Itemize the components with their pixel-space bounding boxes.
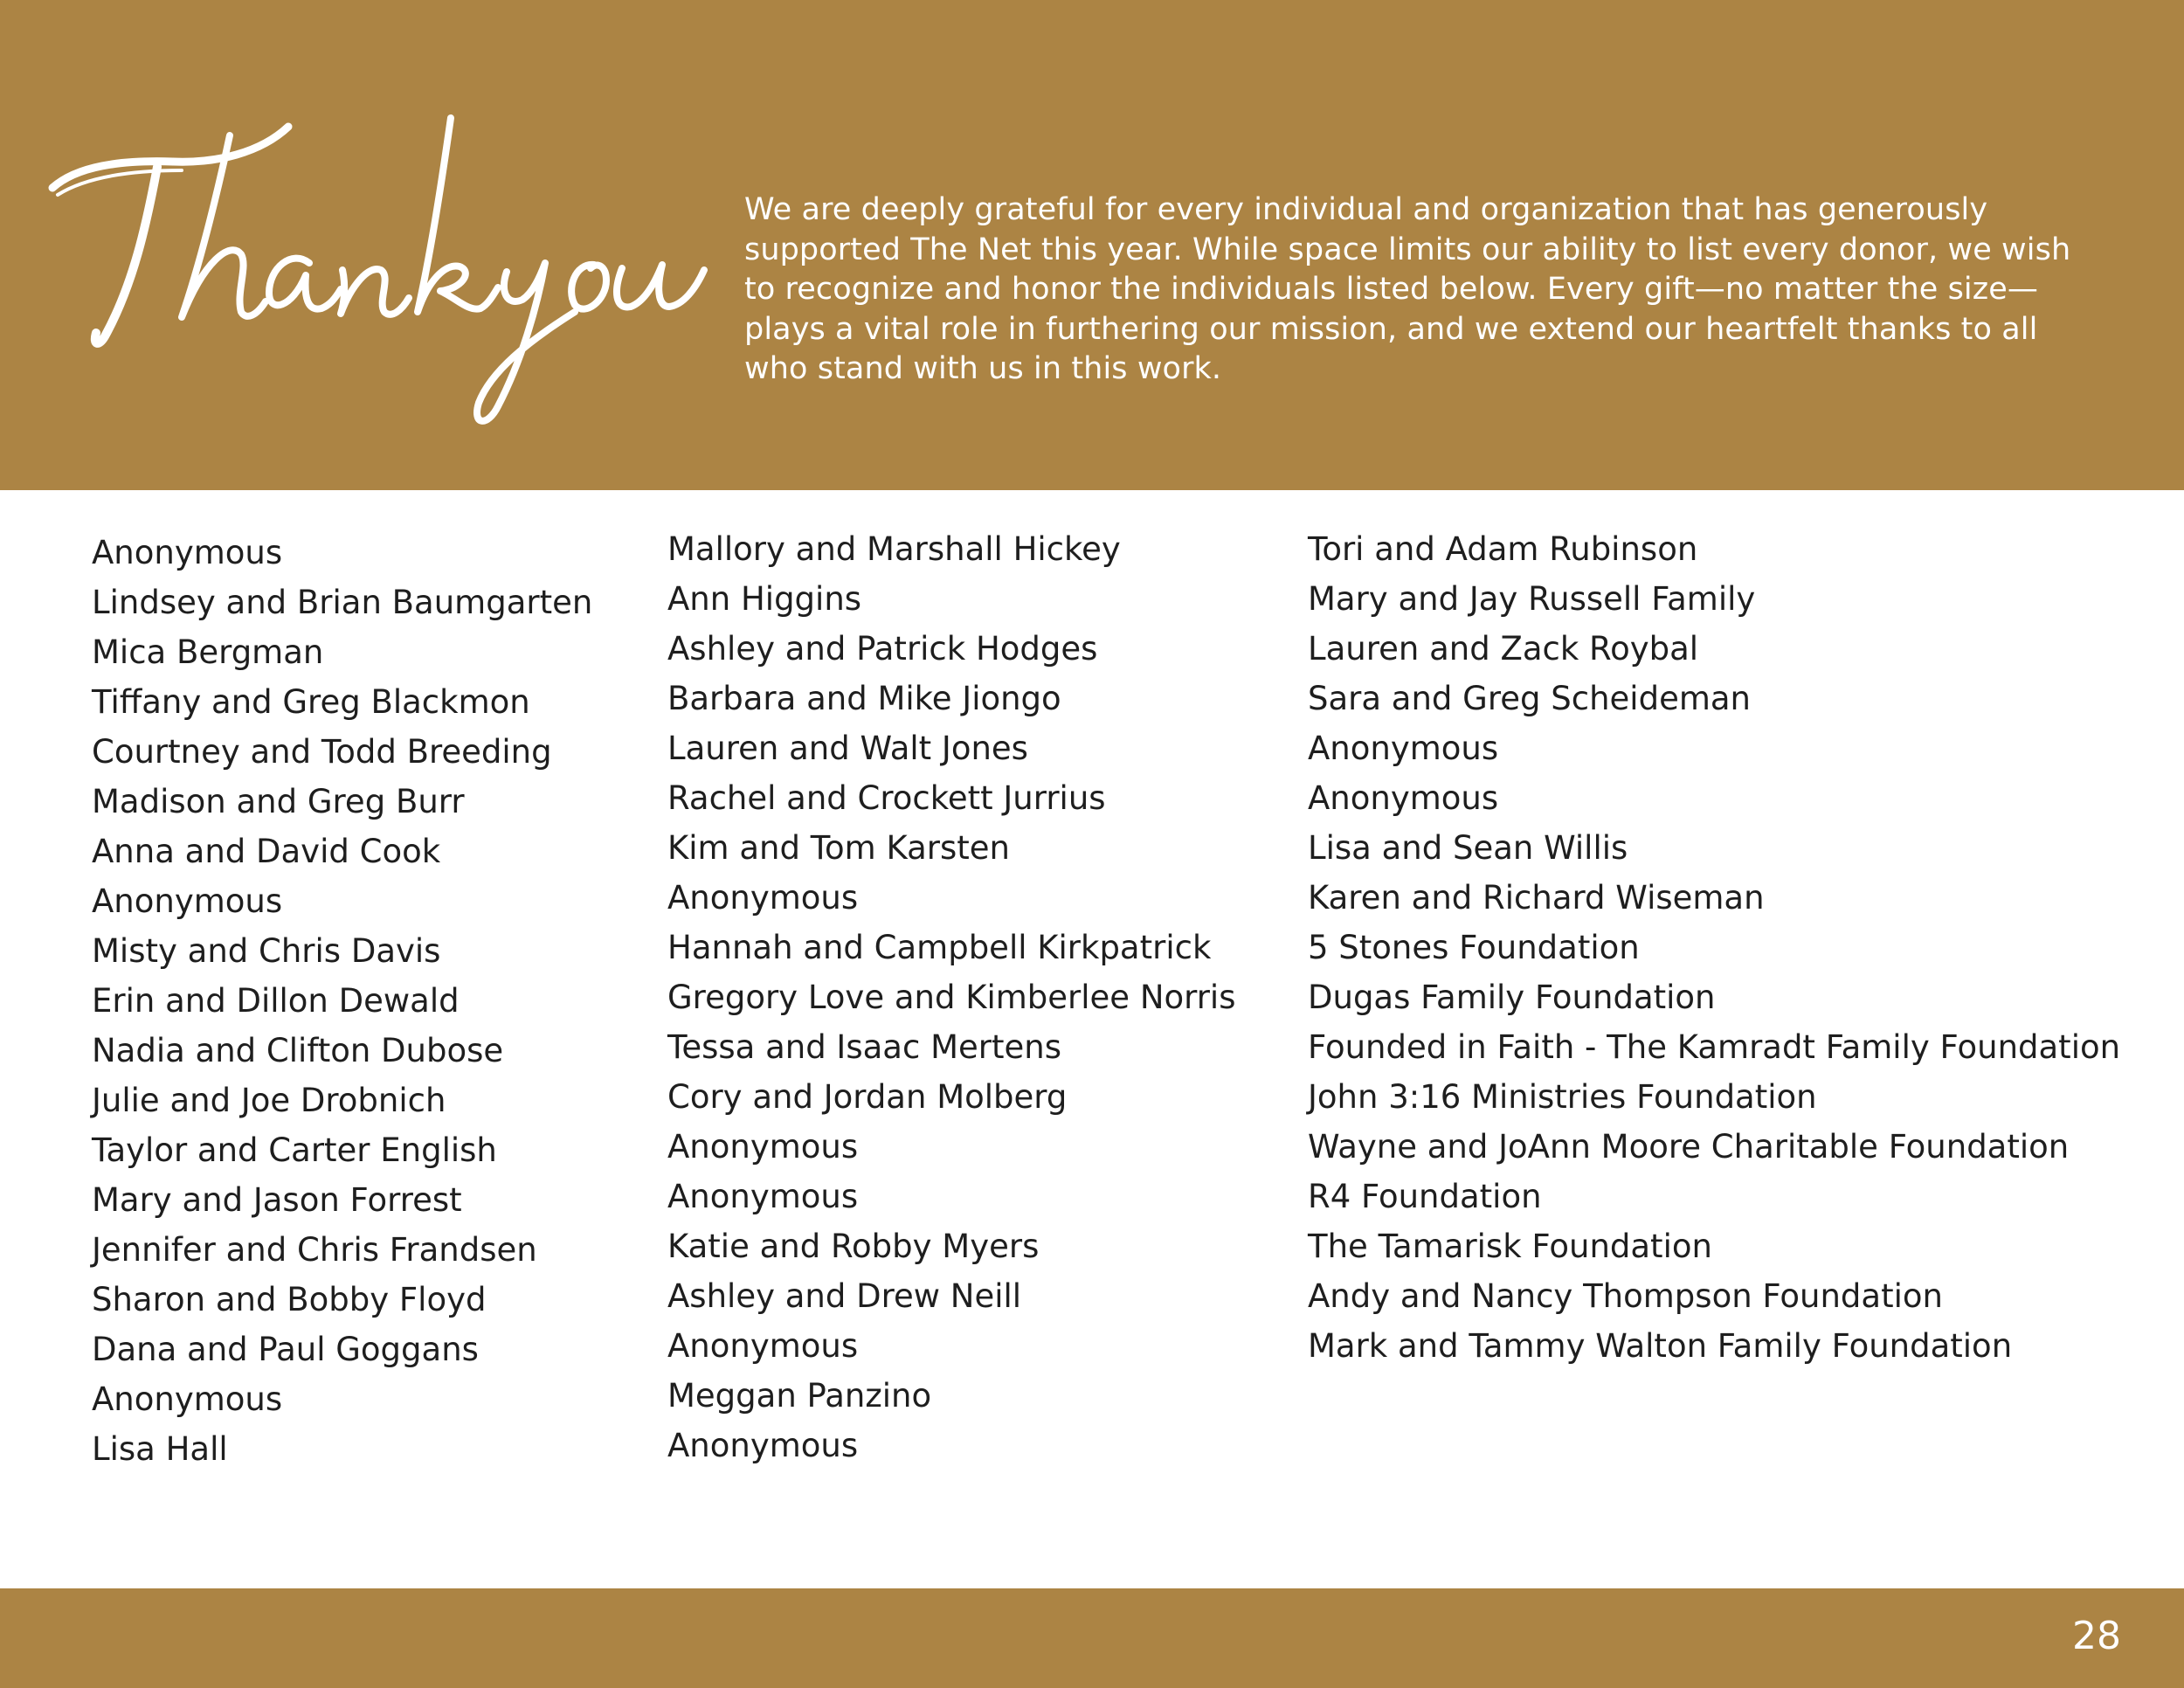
donor-name: Lauren and Zack Roybal — [1308, 630, 1699, 668]
donor-name: Meggan Panzino — [667, 1377, 932, 1415]
donor-name: Anonymous — [92, 1380, 283, 1418]
donor-name: Nadia and Clifton Dubose — [92, 1032, 504, 1069]
donor-name: Anonymous — [1308, 730, 1499, 767]
donor-name: Anonymous — [92, 882, 283, 920]
thank-you-script-title — [51, 83, 732, 432]
donor-name: Tori and Adam Rubinson — [1308, 530, 1698, 568]
donor-name: Tessa and Isaac Mertens — [667, 1028, 1061, 1066]
donor-name: Mark and Tammy Walton Family Foundation — [1308, 1327, 2013, 1365]
donor-name: Anna and David Cook — [92, 833, 441, 870]
donor-name: Cory and Jordan Molberg — [667, 1078, 1068, 1116]
donor-name: 5 Stones Foundation — [1308, 929, 1640, 966]
donor-name: Katie and Robby Myers — [667, 1228, 1040, 1265]
donor-name: Kim and Tom Karsten — [667, 829, 1010, 867]
donor-name: Mallory and Marshall Hickey — [667, 530, 1121, 568]
donor-name: Jennifer and Chris Frandsen — [92, 1231, 537, 1269]
page-number: 28 — [2072, 1614, 2121, 1658]
donor-name: Anonymous — [667, 879, 859, 917]
donor-name: Ashley and Patrick Hodges — [667, 630, 1098, 668]
donor-column-1 — [92, 528, 592, 1474]
donor-name: Erin and Dillon Dewald — [92, 982, 460, 1020]
donor-name: Courtney and Todd Breeding — [92, 733, 552, 771]
header-band — [0, 0, 2184, 490]
donor-name: Hannah and Campbell Kirkpatrick — [667, 929, 1212, 966]
donor-name: Lisa Hall — [92, 1430, 228, 1468]
donor-name: Anonymous — [667, 1128, 859, 1166]
thank-you-lettering — [51, 83, 732, 432]
donor-name: Mica Bergman — [92, 633, 324, 671]
donor-name: Karen and Richard Wiseman — [1308, 879, 1765, 917]
donor-name: Anonymous — [667, 1327, 859, 1365]
donor-name: Ashley and Drew Neill — [667, 1277, 1022, 1315]
donor-name: Anonymous — [92, 534, 283, 571]
donor-name: Wayne and JoAnn Moore Charitable Foundation — [1308, 1128, 2070, 1166]
donor-name: Barbara and Mike Jiongo — [667, 680, 1061, 717]
donor-name: Andy and Nancy Thompson Foundation — [1308, 1277, 1943, 1315]
donor-name: Misty and Chris Davis — [92, 932, 441, 970]
donor-name: Lindsey and Brian Baumgarten — [92, 584, 593, 621]
donor-name: Tiffany and Greg Blackmon — [92, 683, 530, 721]
donor-name: R4 Foundation — [1308, 1178, 1542, 1215]
donor-column-2 — [667, 524, 1235, 1470]
donor-name: Mary and Jason Forrest — [92, 1181, 462, 1219]
donor-name: Anonymous — [1308, 779, 1499, 817]
donor-name: Mary and Jay Russell Family — [1308, 580, 1756, 618]
donor-name: Anonymous — [667, 1178, 859, 1215]
donor-name: John 3:16 Ministries Foundation — [1308, 1078, 1817, 1116]
footer-band — [0, 1588, 2184, 1688]
intro-paragraph: We are deeply grateful for every individual and organization that has generously supported The Net this year. While space limits our ability to list every donor, we wish to recognize and honor the individuals listed below. Every gift—no matter the size—plays a vital role in furthering our mission, and we extend our heartfelt thanks to all who stand with us in this work. — [744, 192, 2071, 386]
donor-column-3 — [1308, 524, 2120, 1371]
donor-name: Taylor and Carter English — [92, 1131, 497, 1169]
donor-name: Founded in Faith - The Kamradt Family Foundation — [1308, 1028, 2121, 1066]
donor-name: The Tamarisk Foundation — [1308, 1228, 1712, 1265]
donor-name: Sharon and Bobby Floyd — [92, 1281, 487, 1318]
donor-name: Madison and Greg Burr — [92, 783, 465, 820]
donor-name: Gregory Love and Kimberlee Norris — [667, 979, 1236, 1016]
donor-name: Dana and Paul Goggans — [92, 1331, 479, 1368]
donor-name: Sara and Greg Scheideman — [1308, 680, 1751, 717]
donor-name: Lauren and Walt Jones — [667, 730, 1028, 767]
donor-name: Anonymous — [667, 1427, 859, 1464]
donor-name: Dugas Family Foundation — [1308, 979, 1716, 1016]
donor-name: Ann Higgins — [667, 580, 862, 618]
donor-name: Julie and Joe Drobnich — [92, 1082, 446, 1119]
donor-name: Rachel and Crockett Jurrius — [667, 779, 1106, 817]
donor-name: Lisa and Sean Willis — [1308, 829, 1628, 867]
